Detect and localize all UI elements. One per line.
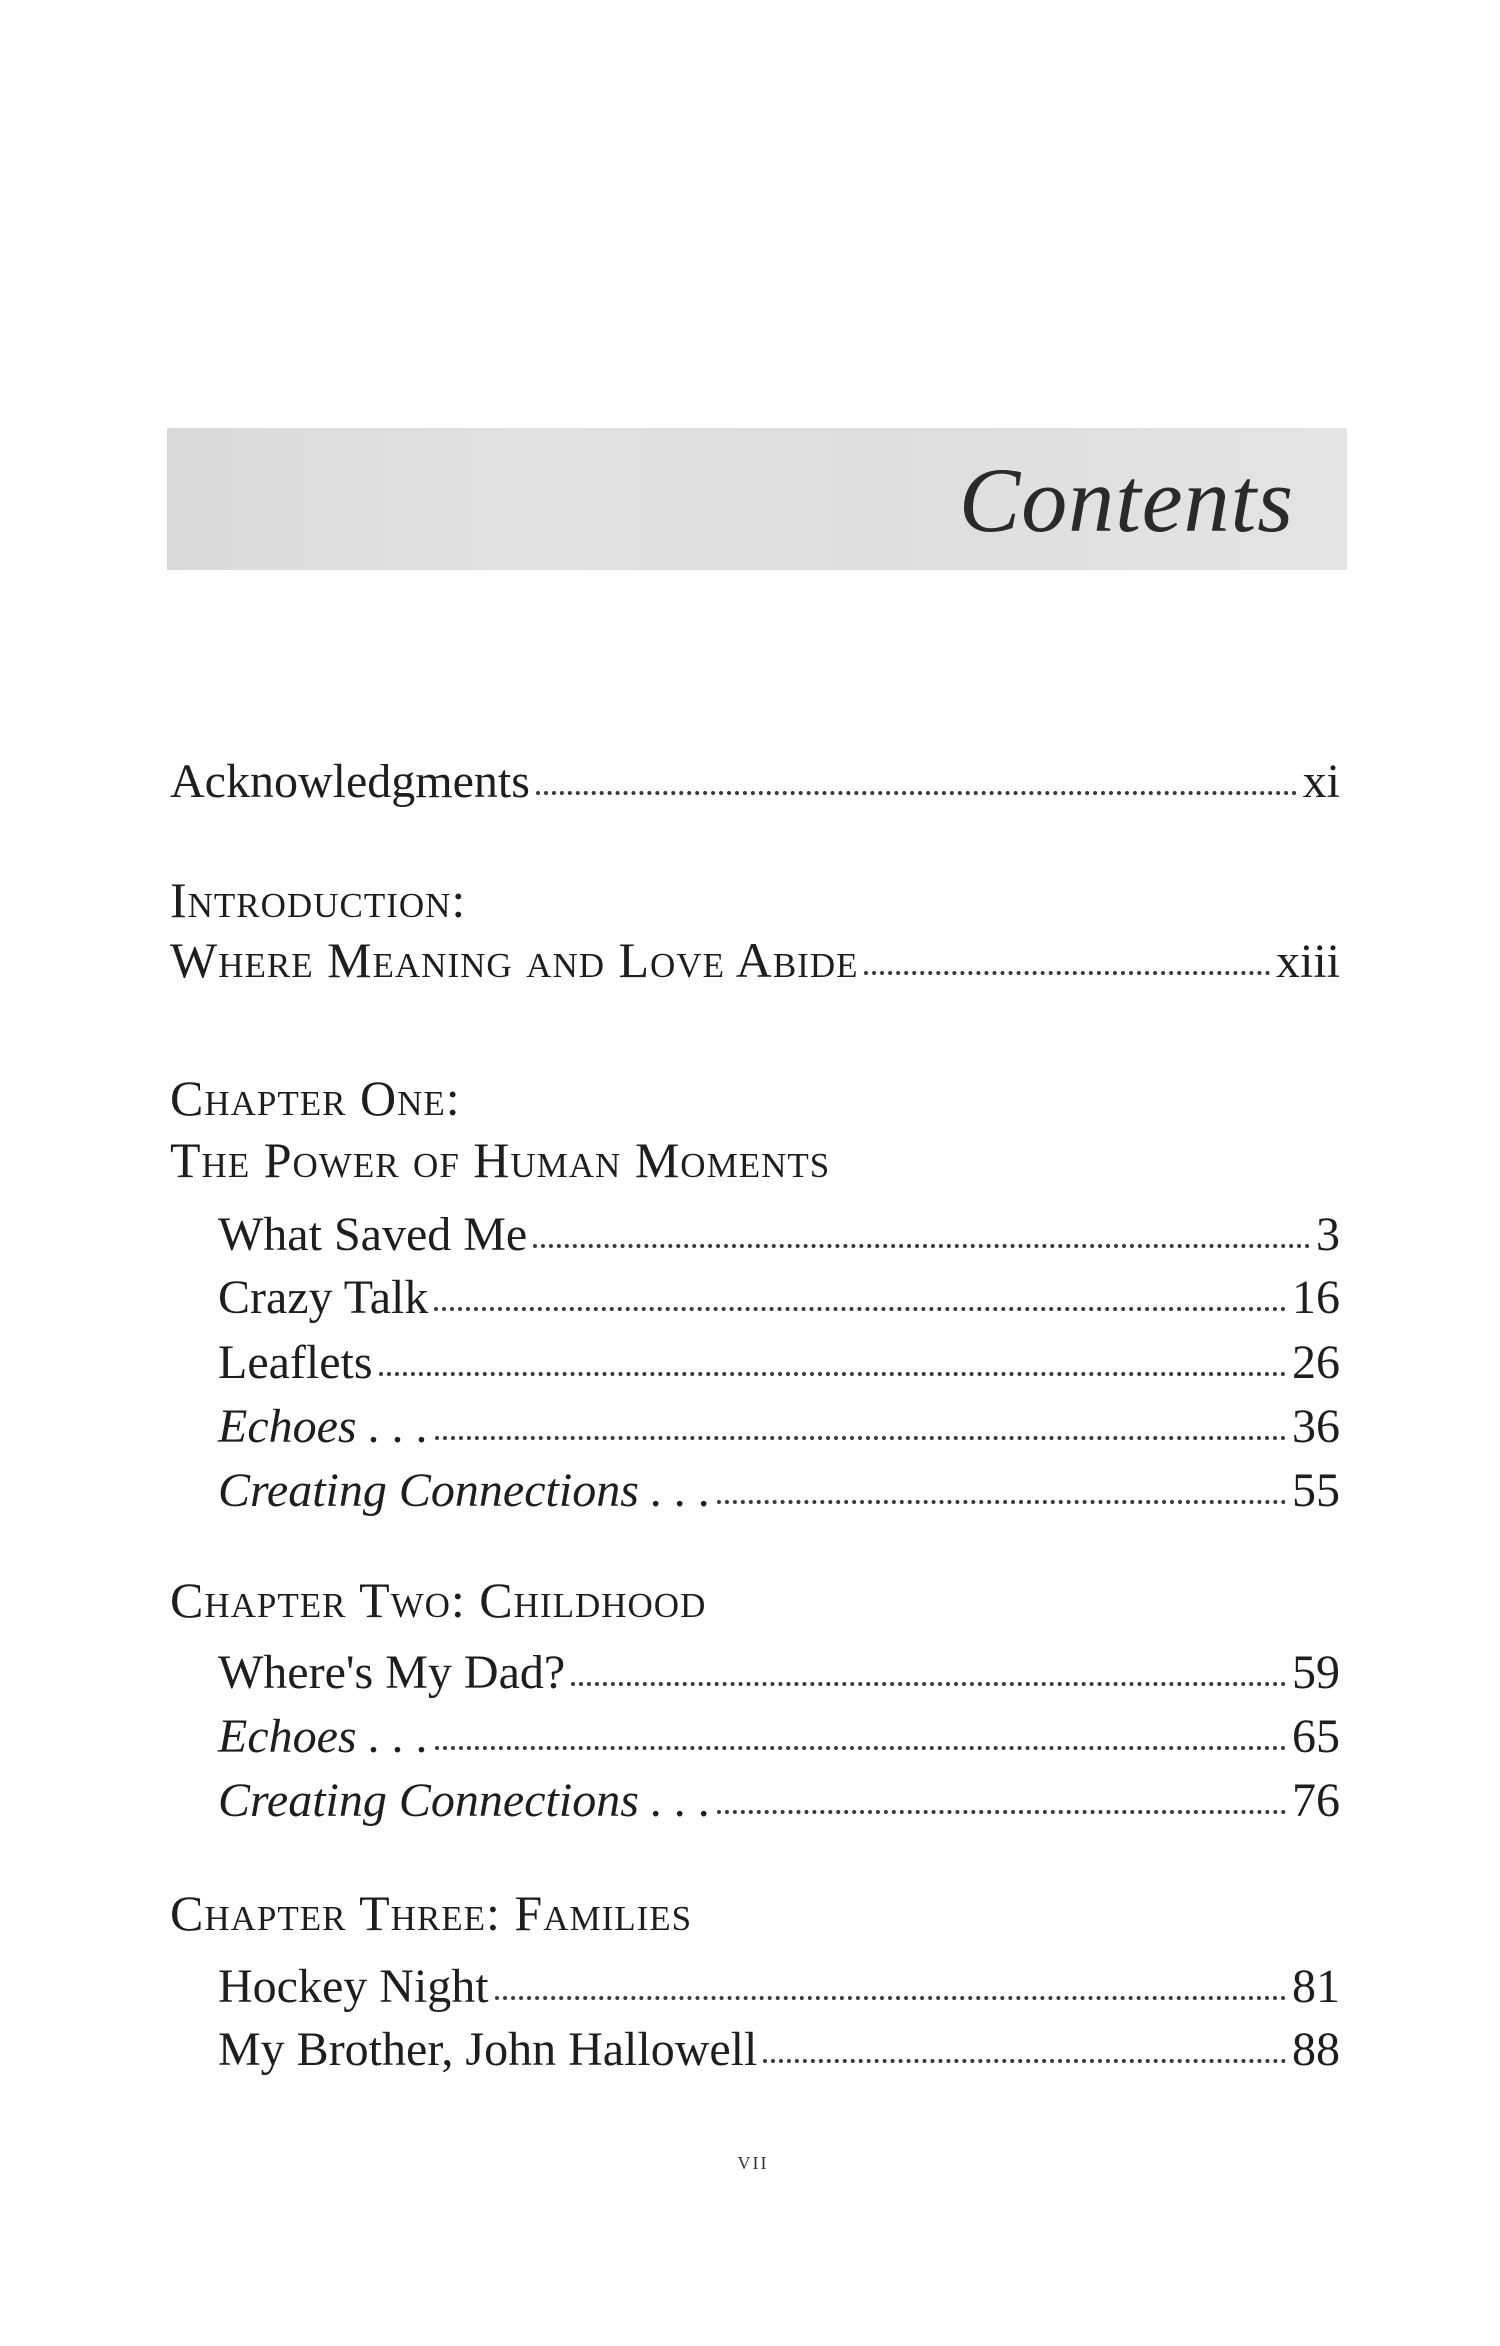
toc-entry-page: 16 [1292, 1271, 1340, 1324]
toc-entry[interactable] [218, 1771, 1340, 1831]
toc-entry-label: Leaflets [218, 1336, 373, 1389]
chapter-heading-two: Chapter Two: Childhood [170, 1572, 707, 1628]
dot-leader [717, 1466, 1286, 1506]
dot-leader [435, 1402, 1286, 1442]
toc-entry-introduction[interactable] [170, 930, 1340, 992]
toc-entry-label: Crazy Talk [218, 1271, 429, 1324]
toc-entry-label: My Brother, John Hallowell [218, 2023, 758, 2076]
dot-leader [536, 757, 1297, 797]
dot-leader [763, 2025, 1286, 2065]
dot-leader [533, 1210, 1310, 1250]
toc-entry-page: 88 [1292, 2023, 1340, 2076]
chapter-heading-one: Chapter One: [170, 1070, 461, 1126]
toc-entry-label: Hockey Night [218, 1960, 489, 2013]
toc-entry-page: 76 [1292, 1774, 1340, 1827]
section-heading-introduction: Introduction: [170, 872, 467, 928]
dot-leader [571, 1648, 1286, 1688]
toc-entry-page: 59 [1292, 1646, 1340, 1699]
toc-entry-page: 3 [1316, 1208, 1340, 1261]
toc-entry-page: 26 [1292, 1336, 1340, 1389]
folio-text: vii [737, 2146, 769, 2175]
toc-entry-label: Creating Connections . . . [218, 1774, 711, 1827]
dot-leader [379, 1338, 1286, 1378]
chapter-title-one: The Power of Human Moments [170, 1132, 831, 1188]
toc-entry-label: What Saved Me [218, 1208, 528, 1261]
dot-leader [495, 1962, 1286, 2002]
toc-entry-page: 65 [1292, 1710, 1340, 1763]
toc-entry-label: Acknowledgments [170, 755, 530, 808]
toc-entry[interactable] [218, 1205, 1340, 1265]
page-number-folio [0, 2146, 1500, 2176]
toc-entry[interactable] [218, 1643, 1340, 1703]
toc-entry-page: 36 [1292, 1400, 1340, 1453]
toc-entry[interactable] [218, 1707, 1340, 1767]
toc-entry[interactable] [218, 1461, 1340, 1521]
dot-leader [435, 1712, 1286, 1752]
dot-leader [434, 1273, 1286, 1313]
toc-entry[interactable] [218, 2020, 1340, 2080]
toc-entry-page: 81 [1292, 1960, 1340, 2013]
toc-entry-page: 55 [1292, 1464, 1340, 1517]
toc-entry[interactable] [218, 1333, 1340, 1393]
toc-entry-label: Creating Connections . . . [218, 1464, 711, 1517]
toc-entry[interactable] [218, 1397, 1340, 1457]
toc-entry-label: Where's My Dad? [218, 1646, 566, 1699]
dot-leader [717, 1776, 1286, 1816]
page-title: Contents [958, 449, 1294, 551]
toc-entry-page: xiii [1275, 935, 1340, 988]
toc-entry[interactable] [218, 1957, 1340, 2017]
toc-entry[interactable] [218, 1268, 1340, 1328]
toc-entry-page: xi [1302, 755, 1340, 808]
toc-entry-label: Echoes . . . [218, 1710, 429, 1763]
dot-leader [864, 937, 1270, 977]
chapter-heading-three: Chapter Three: Families [170, 1885, 693, 1941]
toc-entry-label: Where Meaning and Love Abide [170, 932, 859, 988]
toc-entry-label: Echoes . . . [218, 1400, 429, 1453]
title-band [167, 428, 1347, 570]
toc-entry-acknowledgments[interactable] [170, 752, 1340, 812]
